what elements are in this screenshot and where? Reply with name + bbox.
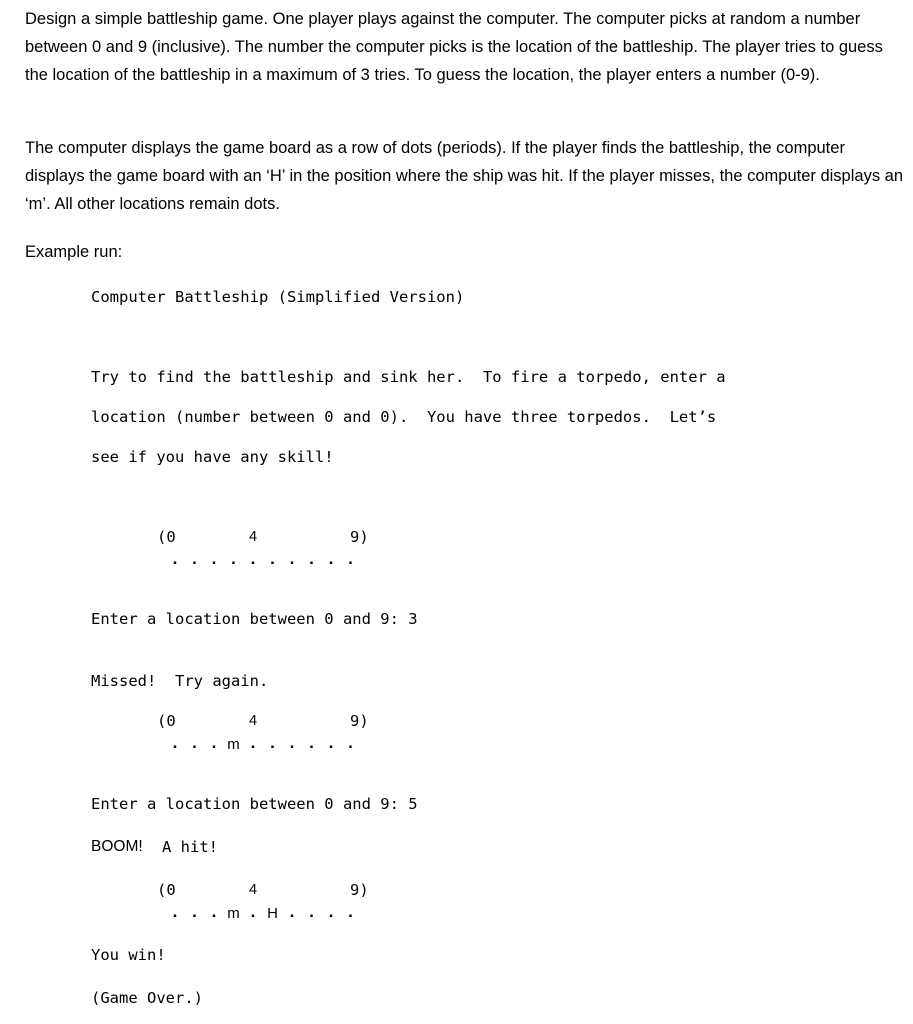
board-cell: .: [192, 549, 197, 568]
board-cell: .: [309, 733, 314, 752]
board-cell: .: [172, 902, 178, 921]
board-cell: .: [211, 733, 217, 752]
board-cell: .: [348, 733, 353, 752]
board-cell: .: [309, 549, 314, 568]
board-label-start: (0: [157, 528, 176, 546]
hit-message: A hit!: [162, 838, 218, 856]
board-cell: .: [172, 549, 178, 568]
board-cell: .: [211, 902, 217, 921]
instruction-line-2: location (number between 0 and 0). You have three torpedos. Let’s: [91, 408, 717, 426]
board-cell: .: [289, 902, 295, 921]
board-cell: .: [270, 549, 275, 568]
board-label-end: 9): [350, 881, 369, 899]
instruction-line-1: Try to find the battleship and sink her. To fire a torpedo, enter a: [91, 368, 726, 386]
instruction-line-3: see if you have any skill!: [91, 448, 334, 466]
hit-prefix: BOOM!: [91, 838, 143, 855]
board-cell: .: [250, 902, 256, 921]
board-label-mid: 4: [249, 882, 258, 898]
board-label-mid: 4: [249, 529, 258, 545]
example-run-label: Example run:: [25, 243, 123, 261]
miss-message: Missed! Try again.: [91, 672, 269, 690]
board-cell: .: [328, 733, 334, 752]
board-cell: .: [348, 549, 353, 568]
board-cell: .: [211, 549, 217, 568]
game-title: Computer Battleship (Simplified Version): [91, 288, 465, 306]
description-paragraph-1: Design a simple battleship game. One player plays against the computer. The computer picks at random a number between 0 and 9 (inclusive). The number the computer picks is the location of the battleship. The player tries to guess the location of the battleship in a maximum of 3 tries. To guess the location, the player enters a number (0-9).: [25, 10, 883, 84]
board-cell: .: [172, 733, 178, 752]
board-cell-miss: m: [227, 736, 240, 753]
description-paragraph-2: The computer displays the game board as a row of dots (periods). If the player finds the battleship, the computer displays the game board with an ‘H’ in the position where the ship was hit. If the player misses, the computer displays an ‘m’. All other locations remain dots.: [25, 139, 904, 213]
board-cell: .: [250, 549, 256, 568]
board-cell: .: [309, 902, 314, 921]
board-cell: .: [270, 733, 275, 752]
win-message: You win!: [91, 946, 166, 964]
board-cell: .: [348, 902, 353, 921]
game-over-message: (Game Over.): [91, 989, 203, 1007]
board-cell: .: [328, 549, 334, 568]
board-label-start: (0: [157, 712, 176, 730]
board-cell-hit: H: [267, 905, 278, 922]
board-cell: .: [289, 733, 295, 752]
board-cell: .: [192, 902, 197, 921]
board-cell: .: [231, 549, 236, 568]
board-label-mid: 4: [249, 713, 258, 729]
prompt-2: Enter a location between 0 and 9: 5: [91, 795, 418, 813]
board-cell-miss: m: [227, 905, 240, 922]
board-cell: .: [192, 733, 197, 752]
board-label-end: 9): [350, 528, 369, 546]
board-label-end: 9): [350, 712, 369, 730]
board-cell: .: [328, 902, 334, 921]
board-label-start: (0: [157, 881, 176, 899]
board-cell: .: [289, 549, 295, 568]
prompt-1: Enter a location between 0 and 9: 3: [91, 610, 418, 628]
board-cell: .: [250, 733, 256, 752]
